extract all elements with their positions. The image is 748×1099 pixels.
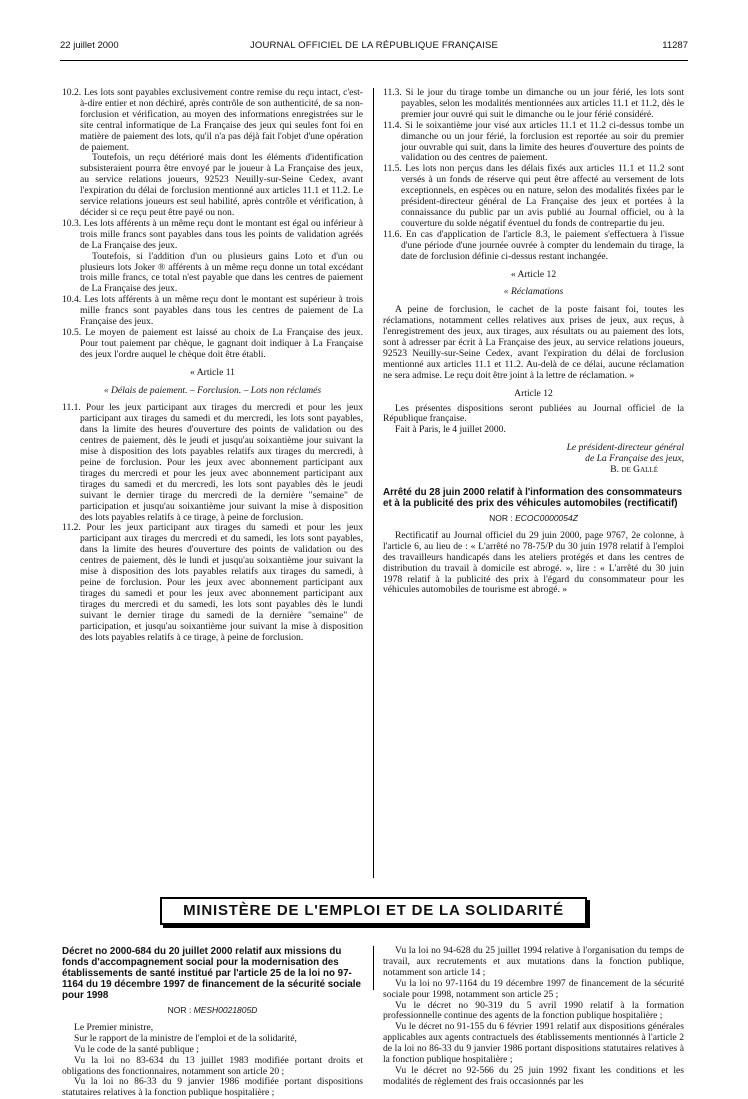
signature-line-2: de La Française des jeux, xyxy=(585,453,684,465)
visa-decret-92-566: Vu le décret no 92-566 du 25 juin 1992 fixant les conditions et les modalités de règlement des frais occasionnés par les xyxy=(383,1064,684,1087)
decree-nor xyxy=(62,1005,363,1016)
paragraph-rectificatif: Rectificatif au Journal officiel du 29 juin 2000, page 9767, 2e colonne, à l'article 6, au lieu de : « L'arrêté no 78-75/P du 30 juin 1978 relatif à l'emploi des travailleurs handicapés dans les ateliers protégés et dans les centres de distribution du travail à domicile est abrogé. », lire : « L'arrêté du 30 juin 1978 relatif à la publicité des prix à l'égard du consommateur pour les véhicules automobiles de tourisme est abrogé. » xyxy=(383,529,684,596)
header-title: JOURNAL OFFICIEL DE LA RÉPUBLIQUE FRANÇAISE xyxy=(249,40,499,51)
article-12-final-heading: Article 12 xyxy=(514,387,553,399)
arrete-title: Arrêté du 28 juin 2000 relatif à l'information des consommateurs et à la publicité des prix des véhicules automobiles (rectificatif) xyxy=(383,487,683,509)
paragraph-10-2: 10.2. Les lots sont payables exclusivement contre remise du reçu intact, c'est-à-dire entier et non déchiré, après contrôle de son authenticité, de sa non-forclusion et vérification, au moyen des informations enregistrées sur le site central informatique de La Française des jeux qui seules font foi en matière de paiement des lots, qu'il n'a pas déjà fait l'objet d'une opération de paiement. xyxy=(62,87,363,153)
column-divider-bottom xyxy=(373,946,374,990)
paragraph-10-4: 10.4. Les lots afférents à un même reçu dont le montant est supérieur à trois mille francs sont payables dans tous les centres de paiement de La Française des jeux. xyxy=(62,294,363,328)
article-12-heading: « Article 12 xyxy=(510,268,557,280)
paragraph-11-1: 11.1. Pour les jeux participant aux tirages du mercredi et pour les jeux participant aux tirages du samedi et du mercredi, les lots sont payables, dans la limite des heures d'ouverture des points de validation ou des centres de paiement, dès le jeudi et jusqu'au soixantième jour suivant la mise à disposition des lots payables relatifs aux tirages du mercredi, à peine de forclusion. Pour les jeux avec abonnement participant aux tirages du mercredi et pour les jeux avec abonnement participant aux tirages du samedi et du mercredi, les lots sont payables dès le jeudi suivant le dernier tirage du mercredi de la dernière "semaine" de participation et jusqu'au soixantième jour suivant la mise à disposition des lots payables relatifs à ce tirage, à peine de forclusion. xyxy=(62,402,363,523)
page-header xyxy=(60,40,688,54)
visa-premier-ministre: Le Premier ministre, xyxy=(74,1021,154,1033)
visa-decret-90-319: Vu le décret no 90-319 du 5 avril 1990 relatif à la formation professionnelle continue des agents de la fonction publique hospitalière ; xyxy=(383,999,684,1022)
visa-code-sante: Vu le code de la santé publique ; xyxy=(74,1043,199,1055)
article-12-subtitle: « Réclamations xyxy=(503,286,564,298)
nor-label: NOR : xyxy=(489,513,513,523)
left-column-top xyxy=(62,88,363,643)
nor-label: NOR : xyxy=(167,1005,192,1015)
visa-loi-94-628: Vu la loi no 94-628 du 25 juillet 1994 relative à l'organisation du temps de travail, aux recrutements et aux mutations dans la fonction publique, notamment son article 14 ; xyxy=(383,945,684,978)
column-divider-top xyxy=(373,88,374,878)
paragraph-11-2: 11.2. Pour les jeux participant aux tirages du samedi et pour les jeux participant aux tirages du mercredi et du samedi, les lots sont payables, dans la limite des heures d'ouverture des points de validation ou des centres de paiement, dès le lundi et jusqu'au soixantième jour suivant la mise à disposition des lots payables relatifs aux tirages du samedi, à peine de forclusion. Pour les jeux avec abonnement participant aux tirages du samedi et pour les jeux avec abonnement participant aux tirages du mercredi et du samedi, les lots sont payables dès le lundi suivant le dernier tirage du samedi de la dernière "semaine" de participation, et jusqu'au soixantième jour suivant la mise à disposition des lots payables relatifs à ce tirage, à peine de forclusion. xyxy=(62,522,363,643)
paragraph-10-3: 10.3. Les lots afférents à un même reçu dont le montant est égal ou inférieur à trois mille francs sont payables dans tous les points de validation agréés de La Française des jeux. xyxy=(62,217,363,251)
article-11-heading: « Article 11 xyxy=(190,366,235,378)
arrete-nor xyxy=(383,513,684,524)
nor-code: MESH0021805D xyxy=(193,1005,258,1015)
paragraph-11-6: 11.6. En cas d'application de l'article 8.3, le paiement s'effectuera à l'issue d'une période d'une journée ouvrée à compter du lendemain du tirage, la date de forclusion définie ci-dessus restant inchangée. xyxy=(383,228,684,262)
ministry-banner: MINISTÈRE DE L'EMPLOI ET DE LA SOLIDARITÉ xyxy=(160,897,587,925)
page-number: 11287 xyxy=(662,40,688,51)
paragraph-11-4: 11.4. Si le soixantième jour visé aux articles 11.1 et 11.2 ci-dessus tombe un dimanche ou un jour férié, la forclusion est reportée au soir du premier jour ouvrable qui suit, dans la limite des heures d'ouverture des points de validation ou des centres de paiement. xyxy=(383,119,684,164)
paragraph-fait-a-paris: Fait à Paris, le 4 juillet 2000. xyxy=(395,424,506,436)
visa-loi-86-33: Vu la loi no 86-33 du 9 janvier 1986 modifiée portant dispositions statutaires relatives à la fonction publique hospitalière ; xyxy=(62,1076,363,1099)
visa-decret-91-155: Vu le décret no 91-155 du 6 février 1991 relatif aux dispositions générales applicables aux agents contractuels des établissements mentionnés à l'article 2 de la loi no 86-33 du 9 janvier 1986 portant dispositions statutaires relatives à la fonction publique hospitalière ; xyxy=(383,1021,684,1066)
signature-line-1: Le président-directeur général xyxy=(566,442,684,454)
paragraph-10-2-cont: Toutefois, un reçu détérioré mais dont les éléments d'identification subsisteraient pourra être envoyé par le joueur à La Française des jeux, au service relations joueurs, 92523 Neuilly-sur-Seine Cedex, avant l'expiration du délai de forclusion mentionné aux articles 11.1 et 11.2. Le service relations joueurs est seul habilité, après contrôle et vérification, à décider si ce reçu peut être payé ou non. xyxy=(80,152,363,218)
paragraph-10-5: 10.5. Le moyen de paiement est laissé au choix de La Française des jeux. Pour tout paiement par chèque, le gagnant doit indiquer à La Française des jeux l'ordre auquel le chèque doit être établi. xyxy=(62,326,363,360)
right-column-bottom xyxy=(383,946,684,1088)
right-column-top xyxy=(383,88,684,596)
decree-title: Décret no 2000-684 du 20 juillet 2000 relatif aux missions du fonds d'accompagnement social pour la modernisation des établissements de santé institué par l'article 25 de la loi no 97-1164 du 19 décembre 1997 de financement de la sécurité sociale pour 1998 xyxy=(62,946,361,1001)
paragraph-10-3-cont: Toutefois, si l'addition d'un ou plusieurs gains Loto et d'un ou plusieurs lots Joker ® afférents à un même reçu donne un total excédant trois mille francs, ce total n'est payable que dans les centres de paiement de La Française des jeux. xyxy=(80,250,363,295)
paragraph-11-3: 11.3. Si le jour du tirage tombe un dimanche ou un jour férié, les lots sont payables, selon les modalités mentionnées aux articles 11.1 et 11.2, dès le premier jour ouvré qui suit le dimanche ou le jour férié considéré. xyxy=(383,87,684,120)
nor-code: ECOC0000054Z xyxy=(515,513,578,523)
visa-rapport: Sur le rapport de la ministre de l'emploi et de la solidarité, xyxy=(74,1032,297,1044)
paragraph-reclamations: A peine de forclusion, le cachet de la poste faisant foi, toutes les réclamations, notamment celles relatives aux prises de jeux, aux reçus, à l'enregistrement des jeux, aux tirages, aux résultats ou au paiement des lots, sont à adresser par écrit à La Française des jeux, au service relations joueurs, 92523 Neuilly-sur-Seine Cedex, avant l'expiration du délai de forclusion mentionné aux articles 11.1 et 11.2. Au-delà de ce délai, aucune réclamation ne sera admise. Le reçu doit être joint à la lettre de réclamation. » xyxy=(383,304,684,381)
paragraph-publication: Les présentes dispositions seront publiées au Journal officiel de la République française. xyxy=(383,402,684,425)
visa-loi-97-1164: Vu la loi no 97-1164 du 19 décembre 1997 de financement de la sécurité sociale pour 1998, notamment son article 25 ; xyxy=(383,977,684,1000)
left-column-bottom xyxy=(62,946,363,1099)
visa-loi-83-634: Vu la loi no 83-634 du 13 juillet 1983 modifiée portant droits et obligations des fonctionnaires, notamment son article 20 ; xyxy=(62,1054,363,1077)
signature-name: B. de Gallé xyxy=(610,464,658,476)
header-date: 22 juillet 2000 xyxy=(60,40,119,51)
header-rule xyxy=(60,60,688,61)
paragraph-11-5: 11.5. Les lots non perçus dans les délais fixés aux articles 11.1 et 11.2 sont versés à un fonds de réserve qui peut être affecté au versement de lots exceptionnels, en espèces ou en nature, selon des modalités fixées par le président-directeur général de La Française des jeux et portées à la connaissance du public par un avis publié au Journal officiel, ou à la couverture du solde négatif éventuel du fonds de contrepartie du jeu. xyxy=(383,163,684,229)
article-11-subtitle: « Délais de paiement. – Forclusion. – Lots non réclamés xyxy=(103,384,322,396)
